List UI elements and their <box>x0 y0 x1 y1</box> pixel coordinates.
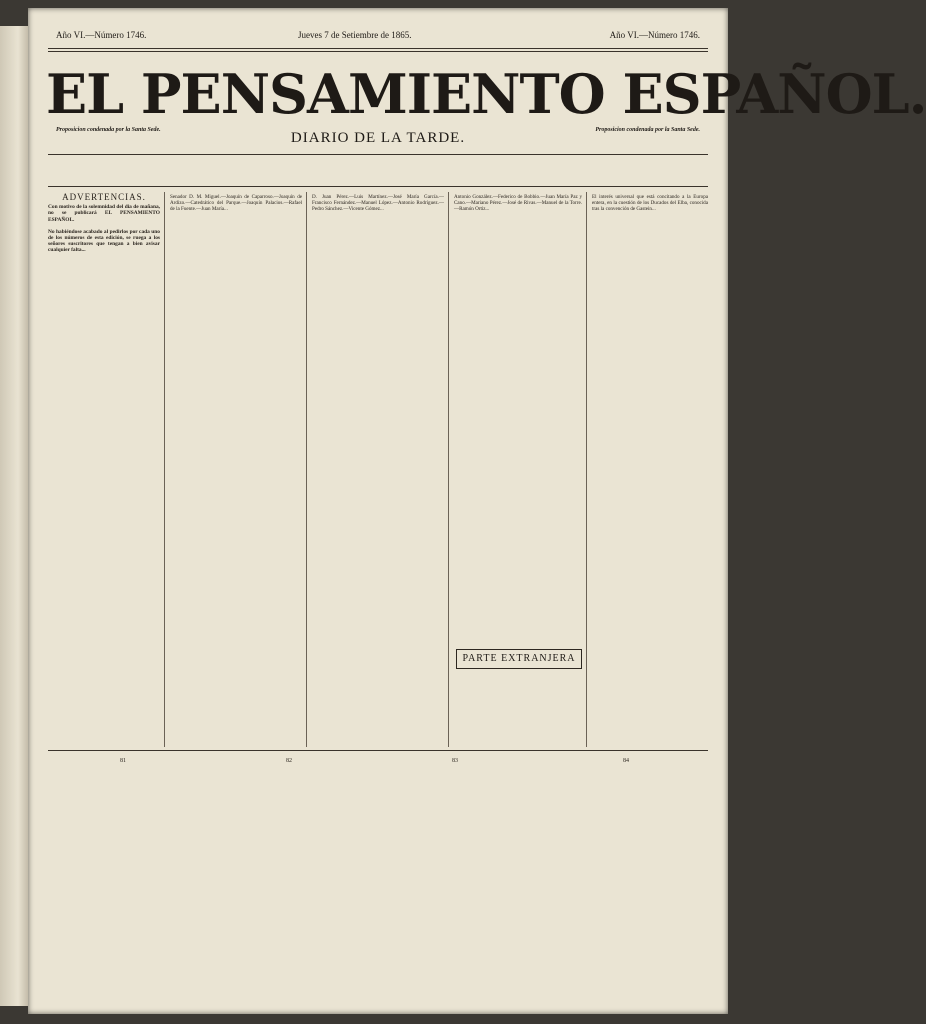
folletin-page-number: 83 <box>452 758 458 764</box>
issue-number-right: Año VI.—Número 1746. <box>609 30 700 40</box>
column-2 <box>170 194 302 754</box>
parte-extranjera-heading: PARTE EXTRANJERA <box>456 649 582 669</box>
column-5-text: El interés universal que está concitando a la Europa entera, en la cuestión de los Ducados del Elba, conocida tras la convención de Gastein... <box>592 194 708 213</box>
masthead-top-line <box>28 30 728 44</box>
motto-left-text: Proposicion condenada por la Santa Sede. <box>56 127 161 133</box>
advertencias-intro: Con motivo de la solemnidad del dia de mañana, no se publicará EL PENSAMIENTO ESPAÑOL. <box>48 204 160 223</box>
column-4 <box>454 194 582 644</box>
column-divider <box>306 192 307 747</box>
masthead-rule-top <box>48 48 708 49</box>
masthead-rule-top2 <box>48 51 708 52</box>
column-divider <box>586 192 587 747</box>
column-3 <box>312 194 444 754</box>
motto-right <box>500 127 700 133</box>
advertencias-heading: ADVERTENCIAS. <box>62 192 146 202</box>
column-1-text: No habiéndose acabado al pedirlos por cada uno de los números de esta edición, se ruega a los señores suscritores que tengan a bien avisar cualquier falta... <box>48 228 160 254</box>
column-divider <box>448 192 449 747</box>
newspaper-title: EL PENSAMIENTO ESPAÑOL. <box>46 62 926 126</box>
book-edge <box>0 26 31 1006</box>
folletin-page-number: 84 <box>623 758 629 764</box>
folletin-rule <box>48 750 708 751</box>
column-1 <box>48 194 160 754</box>
masthead-rule-mid <box>48 154 708 155</box>
column-divider <box>164 192 165 747</box>
issue-number-left: Año VI.—Número 1746. <box>56 30 147 40</box>
issue-date: Jueves 7 de Setiembre de 1865. <box>298 30 412 40</box>
newspaper-subtitle: DIARIO DE LA TARDE. <box>290 130 466 146</box>
masthead-rule-bottom <box>48 186 708 187</box>
column-4-text: Antonio González.—Federico de Bobbio.—Juan María Paz y Cano.—Mariano Pérez.—José de Rivas.—Manuel de la Torre.—Ramón Ortiz... <box>454 194 582 213</box>
column-5 <box>592 194 708 754</box>
newspaper-page <box>28 8 926 1014</box>
folletin-column-3 <box>380 758 530 996</box>
column-3-text: D. Juan Pérez.—Luis Martínez.—José María García.—Francisco Fernández.—Manuel López.—Antonio Rodríguez.—Pedro Sánchez.—Vicente Gómez... <box>312 194 444 213</box>
folletin-column-2 <box>214 758 364 996</box>
folletin-column-4 <box>546 758 706 996</box>
folletin-column-1 <box>48 758 198 996</box>
column-2-text: Senador D. M. Miguel.—Joaquín de Caparroso.—Joaquín de Ardizo.—Catedrático del Parque.—Joaquín Palacios.—Rafael de la Fuente.—Juan María... <box>170 194 302 213</box>
folletin-page-number: 81 <box>120 758 126 764</box>
folletin-page-number: 82 <box>286 758 292 764</box>
motto-right-text: Proposicion condenada por la Santa Sede. <box>595 127 700 133</box>
